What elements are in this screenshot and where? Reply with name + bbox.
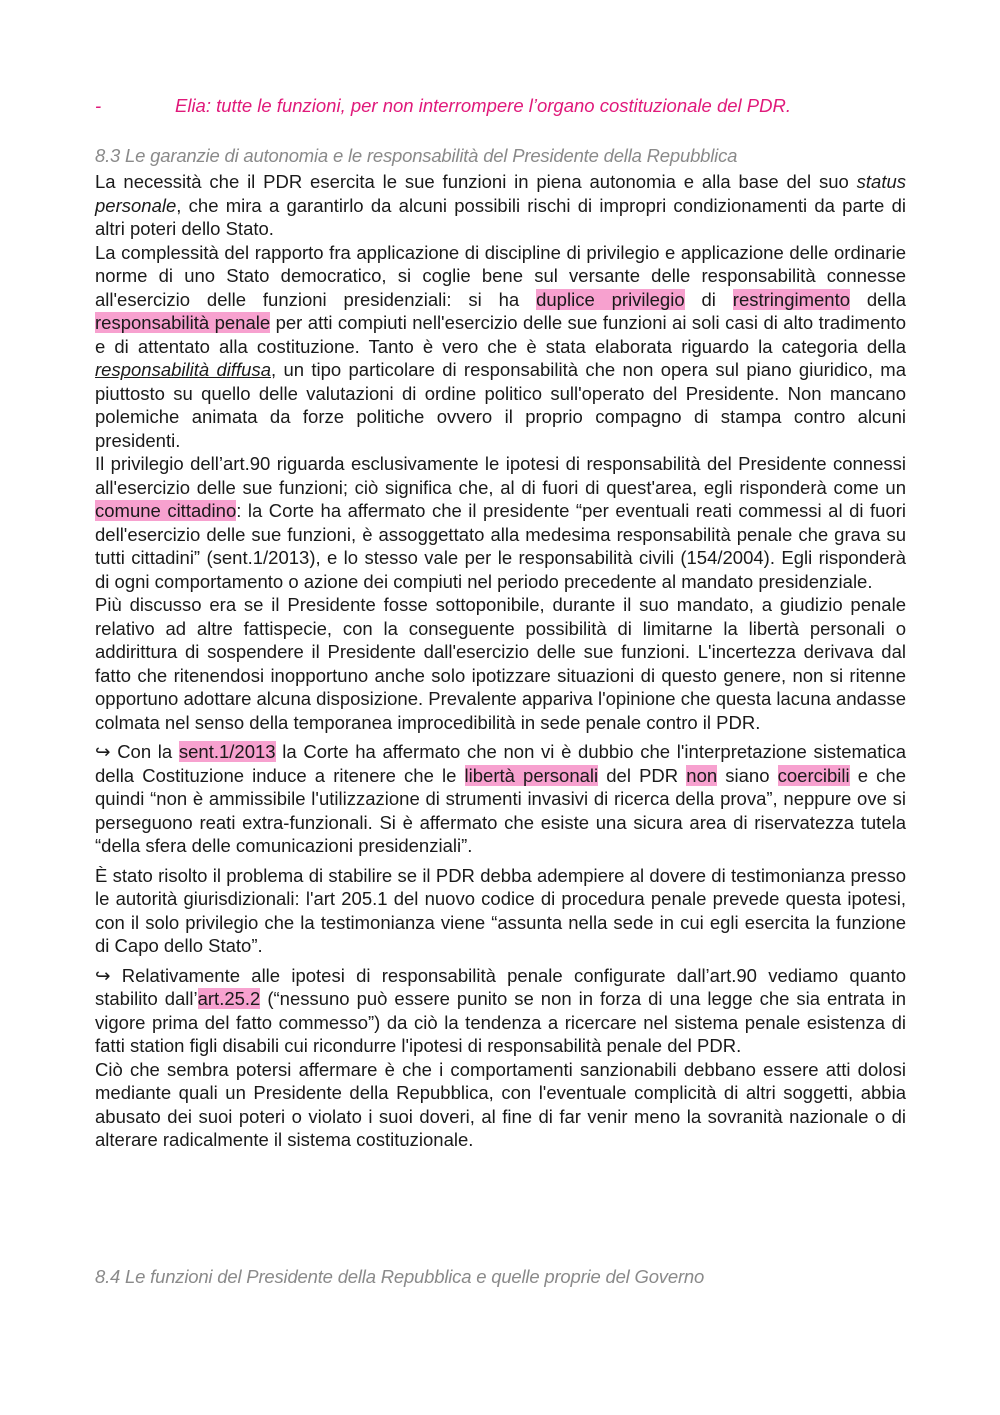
paragraph-6 xyxy=(95,864,906,958)
highlight: coercibili xyxy=(777,764,850,786)
arrow-icon: ↪ xyxy=(95,964,111,986)
text-run: Più discusso era se il Presidente fosse sottoponibile, durante il suo mandato, a giudizio penale relativo ad altre fattispecie, con la conseguente possibilità di limitarne la libertà personali o addirittura di sospendere il Presidente dall'esercizio delle sue funzioni. L'incertezza derivava dal fatto che ritenendosi inopportuno anche solo ipotizzare situazioni di questo genere, non si ritenne opportuno adottare alcuna disposizione. Prevalente appariva l'opinione che questa lacuna andasse colmata nel senso della temporanea improcedibilità in sede penale contro il PDR. xyxy=(95,594,906,733)
text-run: di xyxy=(684,288,733,310)
paragraph-8 xyxy=(95,1058,906,1152)
bullet-text: Elia: tutte le funzioni, per non interrompere l’organo costituzionale del PDR. xyxy=(175,95,791,116)
text-run: della xyxy=(850,288,906,310)
paragraph-4 xyxy=(95,593,906,734)
highlight: comune cittadino xyxy=(95,500,237,521)
section-body xyxy=(95,170,906,1152)
highlight: restringimento xyxy=(732,288,851,310)
text-run: e che quindi “non è ammissibile l'utilizzazione di strumenti invasivi di ricerca della prova”, neppure ove si perseguono reati extra-funzionali. Si è affermato che esiste una sicura area di riservatezza tutela “della sfera delle comunicazioni presidenziali”. xyxy=(95,764,906,856)
bullet-note xyxy=(95,95,906,121)
text-run: È stato risolto il problema di stabilire se il PDR debba adempiere al dovere di testimonianza presso le autorità giurisdizionali: l'art 205.1 del nuovo codice di procedura penale prevede questa ipotesi, con il solo privilegio che la testimonianza viene “assunta nella sede in cui egli esercita la funzione di Capo dello Stato”. xyxy=(95,864,906,956)
text-run: siano xyxy=(717,764,778,786)
paragraph-3 xyxy=(95,452,906,593)
text-run: (“nessuno può essere punito se non in forza di una legge che sia entrata in vigore prima del fatto commesso”) da ciò la tendenza a ricercare nel sistema penale esistenza di fatti station figli disabili cui ricondurre l'ipotesi di responsabilità penale del PDR. xyxy=(95,988,906,1056)
highlight: art.25.2 xyxy=(197,988,261,1009)
highlight: sent.1/2013 xyxy=(178,741,276,762)
section-heading-8-3: 8.3 Le garanzie di autonomia e le responsabilità del Presidente della Repubblica xyxy=(95,145,738,166)
arrow-icon: ↪ xyxy=(95,741,111,762)
paragraph-7 xyxy=(95,964,906,1058)
underlined-term: responsabilità diffusa xyxy=(95,359,271,380)
text-run: Ciò che sembra potersi affermare è che i comportamenti sanzionabili debbano essere atti dolosi mediante quali un Presidente della Repubblica, con l'eventuale complicità di altri soggetti, abbia abusato dei suoi poteri o violato i suoi doveri, al fine di far venir meno la sovranità nazionale o di alterare radicalmente il sistema costituzionale. xyxy=(95,1058,906,1150)
text-run: la Corte ha affermato che non vi è dubbio che l'interpretazione sistematica della Costituzione induce a ritenere che le xyxy=(95,741,907,786)
section-heading-8-4: 8.4 Le funzioni del Presidente della Repubblica e quelle proprie del Governo xyxy=(95,1266,705,1287)
text-run: del PDR xyxy=(598,764,687,786)
text-run: Il privilegio dell’art.90 riguarda esclusivamente le ipotesi di responsabilità del Presidente connessi all'esercizio delle sue funzioni; ciò significa che, al di fuori di quest'area, egli risponderà come un xyxy=(95,453,906,498)
text-run: , un tipo particolare di responsabilità che non opera sul piano giuridico, ma piuttosto su quello delle valutazioni di ordine politico sull'operato del Presidente. Non mancano polemiche animata da forze politiche ovvero il proprio compagno di stampa contro alcuni presidenti. xyxy=(95,359,906,451)
text-run: La necessità che il PDR esercita le sue funzioni in piena autonomia e alla base del suo xyxy=(95,171,857,192)
highlight: responsabilità penale xyxy=(95,312,271,333)
paragraph-2 xyxy=(95,241,906,453)
text-run: Relativamente alle ipotesi di responsabilità penale configurate dall’art.90 vediamo quanto stabilito dall’ xyxy=(95,964,906,1009)
text-run: , che mira a garantirlo da alcuni possibili rischi di impropri condizionamenti da parte di altri poteri dello Stato. xyxy=(95,194,906,239)
highlight: libertà personali xyxy=(464,764,599,786)
highlight: non xyxy=(686,764,718,786)
paragraph-5 xyxy=(95,740,906,858)
text-run: La complessità del rapporto fra applicazione di discipline di privilegio e applicazione delle ordinarie norme di uno Stato democratico, si coglie bene sul versante delle responsabilità connesse all'esercizio delle funzioni presidenziali: si ha xyxy=(95,241,906,310)
bullet-dash: - xyxy=(95,95,102,116)
highlight: duplice privilegio xyxy=(536,288,685,310)
text-run: Con la xyxy=(110,741,179,762)
paragraph-1 xyxy=(95,170,906,241)
text-run: : la Corte ha affermato che il presidente “per eventuali reati commessi al di fuori dell'esercizio delle sue funzioni, è assoggettato alla medesima responsabilità penale che grava su tutti cittadini” (sent.1/2013), e lo stesso vale per le responsabilità civili (154/2004). Egli risponderà di ogni comportamento o azione dei compiuti nel periodo precedente al mandato presidenziale. xyxy=(95,500,906,592)
italic-term: status personale xyxy=(95,171,906,216)
text-run: per atti compiuti nell'esercizio delle sue funzioni ai soli casi di alto tradimento e di attentato alla costituzione. Tanto è vero che è stata elaborata riguardo la categoria della xyxy=(95,312,906,357)
